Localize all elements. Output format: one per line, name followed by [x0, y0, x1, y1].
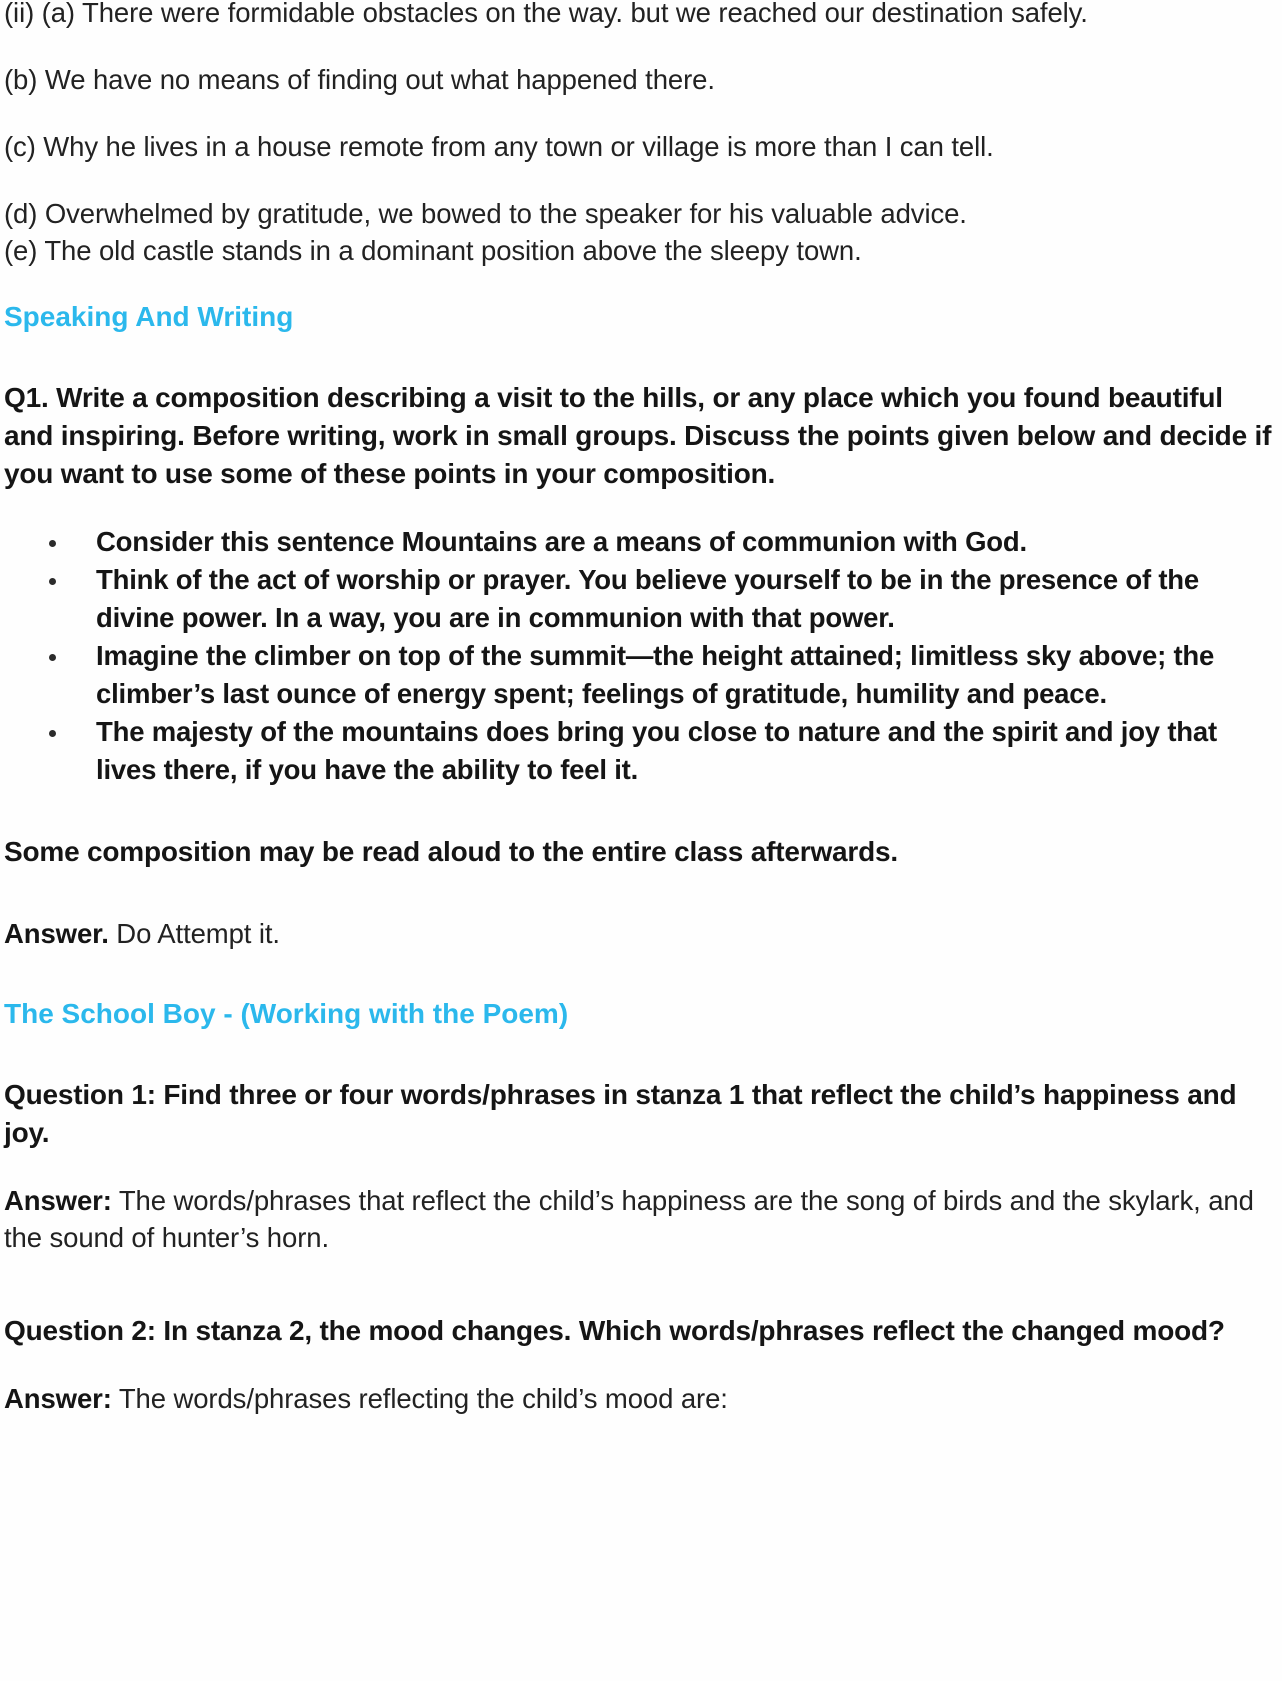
list-item [4, 713, 1278, 789]
spacer [4, 1350, 1278, 1380]
grammar-answer-c: (c) Why he lives in a house remote from any town or village is more than I can tell. [4, 131, 994, 162]
list-item [4, 637, 1278, 713]
answer-do-attempt [4, 915, 1278, 952]
answer-text: Do Attempt it. [108, 918, 280, 949]
spacer [4, 871, 1278, 915]
list-item-label: Think of the act of worship or prayer. You believe yourself to be in the presence of the divine power. In a way, you are in communion with that power. [96, 564, 1199, 633]
grammar-answer-ii-a: (ii) (a) There were formidable obstacles on the way. but we reached our destination safely. [4, 0, 1088, 28]
answer-text: The words/phrases that reflect the child’s happiness are the song of birds and the skylark, and the sound of hunter’s horn. [4, 1185, 1254, 1253]
bullet-dot-icon [49, 654, 56, 661]
answer-text: The words/phrases reflecting the child’s mood are: [111, 1383, 728, 1414]
grammar-answer-e: (e) The old castle stands in a dominant position above the sleepy town. [4, 235, 862, 266]
spacer [4, 493, 1278, 523]
bullet-dot-icon [49, 540, 56, 547]
section-heading-speaking-and-writing: Speaking And Writing [4, 301, 294, 332]
section-heading-the-school-boy: The School Boy - (Working with the Poem) [4, 998, 569, 1029]
grammar-answer-d: (d) Overwhelmed by gratitude, we bowed to the speaker for his valuable advice. [4, 198, 967, 229]
spacer [4, 1256, 1278, 1312]
spacer [4, 335, 1278, 379]
spacer [4, 1152, 1278, 1182]
question-2-prompt: Question 2: In stanza 2, the mood changes. Which words/phrases reflect the changed mood? [4, 1315, 1225, 1346]
bullet-dot-icon [49, 730, 56, 737]
question-1-answer [4, 1182, 1278, 1256]
spacer [4, 789, 1278, 833]
closing-note: Some composition may be read aloud to the entire class afterwards. [4, 836, 898, 867]
spacer [4, 1032, 1278, 1076]
discussion-points-list [4, 523, 1278, 789]
list-item [4, 561, 1278, 637]
answer-label: Answer. [4, 918, 109, 949]
list-item [4, 523, 1278, 561]
spacer [4, 165, 1278, 195]
question-1-prompt: Question 1: Find three or four words/phrases in stanza 1 that reflect the child’s happiness and joy. [4, 1079, 1237, 1148]
question-2-answer [4, 1380, 1278, 1417]
bullet-dot-icon [49, 578, 56, 585]
question-q1-prompt: Q1. Write a composition describing a visit to the hills, or any place which you found beautiful and inspiring. Before writing, work in small groups. Discuss the points given below and decide if you want to use some of these points in your composition. [4, 382, 1272, 489]
spacer [4, 952, 1278, 996]
grammar-answer-b: (b) We have no means of finding out what happened there. [4, 64, 715, 95]
spacer [4, 269, 1278, 299]
list-item-label: The majesty of the mountains does bring you close to nature and the spirit and joy that lives there, if you have the ability to feel it. [96, 716, 1217, 785]
spacer [4, 98, 1278, 128]
answer-label: Answer: [4, 1185, 112, 1216]
list-item-label: Consider this sentence Mountains are a means of communion with God. [96, 526, 1027, 557]
answer-label: Answer: [4, 1383, 112, 1414]
list-item-label: Imagine the climber on top of the summit—the height attained; limitless sky above; the climber’s last ounce of energy spent; feelings of gratitude, humility and peace. [96, 640, 1215, 709]
spacer [4, 31, 1278, 61]
